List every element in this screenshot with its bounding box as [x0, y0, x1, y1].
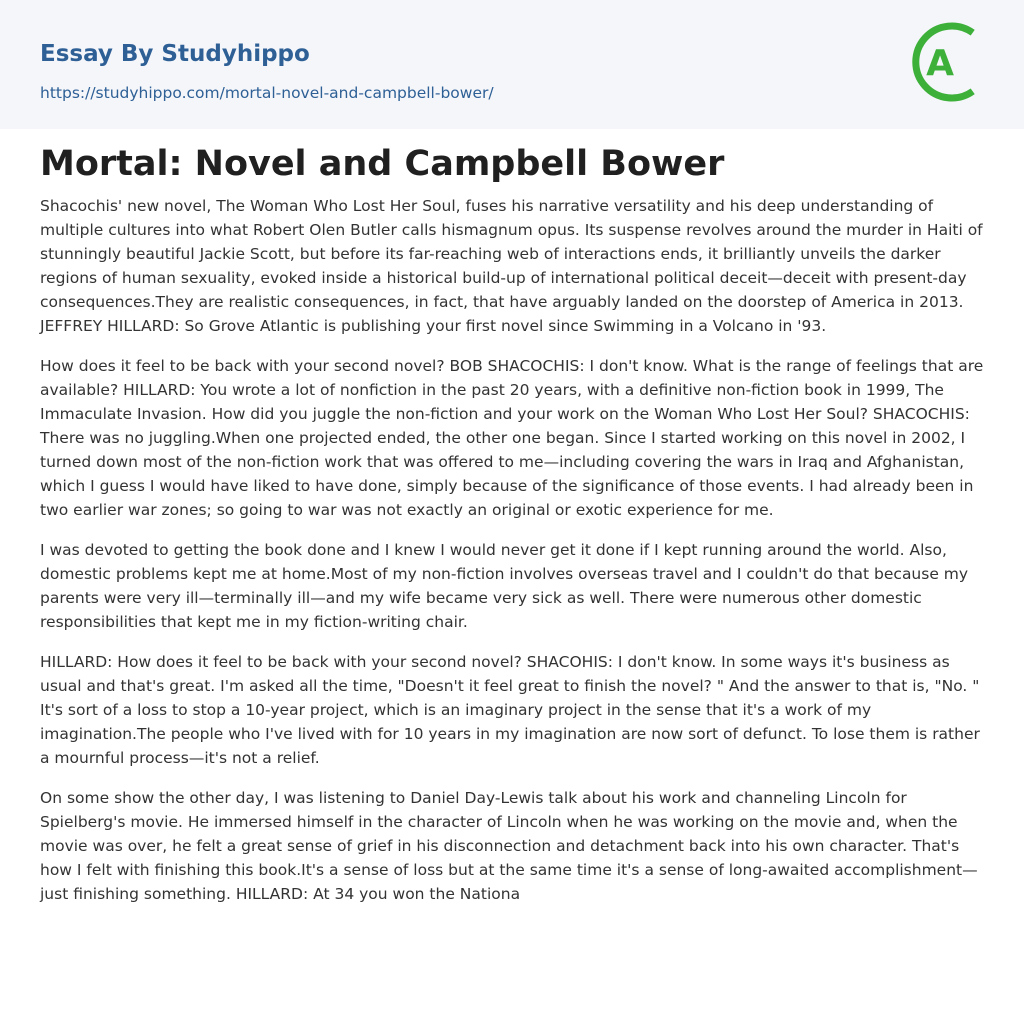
essay-paragraph: HILLARD: How does it feel to be back with your second novel? SHACOHIS: I don't know. In some ways it's business as usual and that's great. I'm asked all the time, "Doesn't it feel great to finish the novel? " And the answer to that is, "No. " It's sort of a loss to stop a 10-year project, which is an imaginary project in the sense that it's a work of my imagination.The people who I've lived with for 10 years in my imagination are now sort of defunct. To lose them is rather a mournful process—it's not a relief.: [40, 653, 980, 767]
essay-paragraph: How does it feel to be back with your second novel? BOB SHACOCHIS: I don't know. What is the range of feelings that are available? HILLARD: You wrote a lot of nonfiction in the past 20 years, with a definitive non-fiction book in 1999, The Immaculate Invasion. How did you juggle the non-fiction and your work on the Woman Who Lost Her Soul? SHACOCHIS: There was no juggling.When one projected ended, the other one began. Since I started working on this novel in 2002, I turned down most of the non-fiction work that was offered to me—including covering the wars in Iraq and Afghanistan, which I guess I would have liked to have done, simply because of the significance of those events. I had already been in two earlier war zones; so going to war was not exactly an original or exotic experience for me.: [40, 357, 984, 519]
essay-paragraph: On some show the other day, I was listening to Daniel Day-Lewis talk about his work and channeling Lincoln for Spielberg's movie. He immersed himself in the character of Lincoln when he was working on the movie and, when the movie was over, he felt a great sense of grief in his disconnection and detachment back into his own character. That's how I felt with finishing this book.It's a sense of loss but at the same time it's a sense of long-awaited accomplishment—just finishing something. HILLARD: At 34 you won the Nationa: [40, 789, 978, 903]
essay-body: [40, 194, 984, 922]
page-title: Mortal: Novel and Campbell Bower: [40, 144, 725, 184]
logo-letter: A: [926, 43, 954, 84]
studyhippo-logo-icon[interactable]: [912, 20, 986, 104]
essay-paragraph: I was devoted to getting the book done and I knew I would never get it done if I kept running around the world. Also, domestic problems kept me at home.Most of my non-fiction involves overseas travel and I couldn't do that because my parents were very ill—terminally ill—and my wife became very sick as well. There were numerous other domestic responsibilities that kept me in my fiction-writing chair.: [40, 541, 969, 631]
site-header: [0, 0, 1024, 129]
site-brand[interactable]: Essay By Studyhippo: [40, 41, 310, 67]
essay-paragraph: Shacochis' new novel, The Woman Who Lost Her Soul, fuses his narrative versatility and his deep understanding of multiple cultures into what Robert Olen Butler calls hismagnum opus. Its suspense revolves around the murder in Haiti of stunningly beautiful Jackie Scott, but before its far-reaching web of interactions ends, it brilliantly unveils the darker regions of human sexuality, evoked inside a historical build-up of international political deceit—deceit with present-day consequences.They are realistic consequences, in fact, that have arguably landed on the doorstep of America in 2013. JEFFREY HILLARD: So Grove Atlantic is publishing your first novel since Swimming in a Volcano in '93.: [40, 197, 983, 335]
page-url-link[interactable]: https://studyhippo.com/mortal-novel-and-campbell-bower/: [40, 84, 494, 102]
